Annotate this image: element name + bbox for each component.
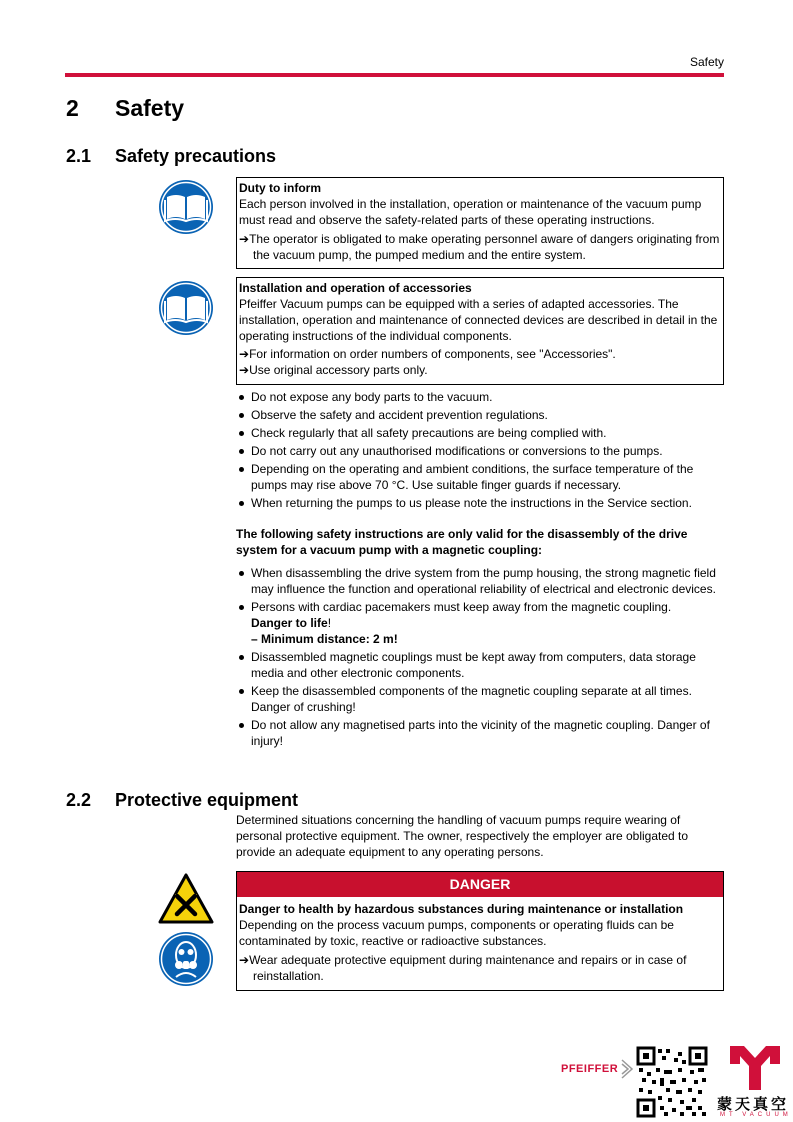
protective-equipment-intro: Determined situations concerning the handling of vacuum pumps require wearing of personal protective equipment. The owner, respectively the employer are obligated to provide an adequate equipment to any operating persons. — [236, 813, 689, 859]
list-item: Observe the safety and accident prevention regulations. — [236, 407, 726, 423]
list-item: Persons with cardiac pacemakers must keep away from the magnetic coupling. Danger to life! – Minimum distance: 2 m! — [236, 599, 726, 647]
box-title: Installation and operation of accessories — [239, 281, 472, 295]
section-title: Protective equipment — [115, 790, 299, 810]
read-manual-icon — [158, 179, 214, 235]
list-item: Disassembled magnetic couplings must be kept away from computers, data storage media and other electronic components. — [236, 649, 726, 681]
box-title: Duty to inform — [239, 181, 321, 195]
box-note: ➔For information on order numbers of components, see "Accessories". — [239, 347, 616, 361]
duty-to-inform-box — [236, 177, 724, 269]
section-heading-2-2 — [66, 790, 298, 811]
minimum-distance: – Minimum distance: 2 m! — [251, 632, 398, 646]
box-note: ➔The operator is obligated to make operating personnel aware of dangers originating from the vacuum pump, the pumped medium and the entire system. — [239, 232, 720, 262]
list-item: Check regularly that all safety precautions are being complied with. — [236, 425, 726, 441]
danger-text: Depending on the process vacuum pumps, components or operating fluids can be contaminated by toxic, reactive or radioactive substances. — [239, 918, 674, 948]
box-text: Each person involved in the installation, operation or maintenance of the vacuum pump must read and observe the safety-related parts of these operating instructions. — [239, 197, 702, 227]
qr-code-icon — [636, 1046, 708, 1118]
mt-vacuum-logo-cn: 蒙天真空 — [717, 1096, 790, 1113]
list-item: When disassembling the drive system from the pump housing, the strong magnetic field may influence the function and operational reliability of electrical and electronic devices. — [236, 565, 726, 597]
list-item: Do not expose any body parts to the vacuum. — [236, 389, 726, 405]
running-header: Safety — [689, 55, 724, 69]
accessories-box — [236, 277, 724, 385]
section-heading-2-1 — [66, 146, 276, 167]
chapter-heading — [66, 95, 184, 122]
danger-box — [236, 871, 724, 991]
pfeiffer-logo-mark — [620, 1058, 634, 1080]
danger-to-life: Danger to life — [251, 616, 328, 630]
arrow-icon: ➔ — [239, 953, 250, 967]
section-number: 2.2 — [66, 790, 92, 810]
arrow-icon: ➔ — [239, 232, 250, 246]
danger-note: ➔Wear adequate protective equipment during maintenance and repairs or in case of reinstallation. — [239, 953, 687, 983]
read-manual-icon — [158, 280, 214, 336]
harmful-substance-warning-icon — [158, 873, 214, 925]
section-number: 2.1 — [66, 146, 92, 166]
magnetic-bullet-list — [236, 565, 726, 751]
box-text: Pfeiffer Vacuum pumps can be equipped with a series of adapted accessories. The installation, operation and maintenance of connected devices are described in detail in the operating instructions of the individual components. — [239, 297, 718, 343]
list-item: Keep the disassembled components of the magnetic coupling separate at all times. Danger of crushing! — [236, 683, 726, 715]
header-rule — [65, 73, 724, 77]
pfeiffer-logo: PFEIFFER — [561, 1063, 619, 1075]
danger-label: DANGER — [237, 872, 723, 897]
danger-title: Danger to health by hazardous substances during maintenance or installation — [239, 902, 684, 916]
list-item: Do not carry out any unauthorised modifications or conversions to the pumps. — [236, 443, 726, 459]
arrow-icon: ➔ — [239, 347, 250, 361]
chapter-title: Safety — [115, 95, 185, 121]
chapter-number: 2 — [66, 95, 79, 121]
list-item: When returning the pumps to us please note the instructions in the Service section. — [236, 495, 726, 511]
magnetic-coupling-intro: The following safety instructions are only valid for the disassembly of the drive system for a vacuum pump with a magnetic coupling: — [236, 527, 688, 557]
mt-vacuum-logo-en: MT VACUUM — [720, 1112, 792, 1118]
section-title: Safety precautions — [115, 146, 277, 166]
safety-bullet-list — [236, 389, 726, 513]
list-item: Depending on the operating and ambient conditions, the surface temperature of the pumps may rise above 70 °C. Use suitable finger guards if necessary. — [236, 461, 726, 493]
mt-vacuum-logo-mark — [730, 1046, 780, 1090]
wear-respirator-icon — [158, 931, 214, 987]
box-note: ➔Use original accessory parts only. — [239, 363, 428, 377]
list-item: Do not allow any magnetised parts into the vicinity of the magnetic coupling. Danger of injury! — [236, 717, 726, 749]
arrow-icon: ➔ — [239, 363, 250, 377]
